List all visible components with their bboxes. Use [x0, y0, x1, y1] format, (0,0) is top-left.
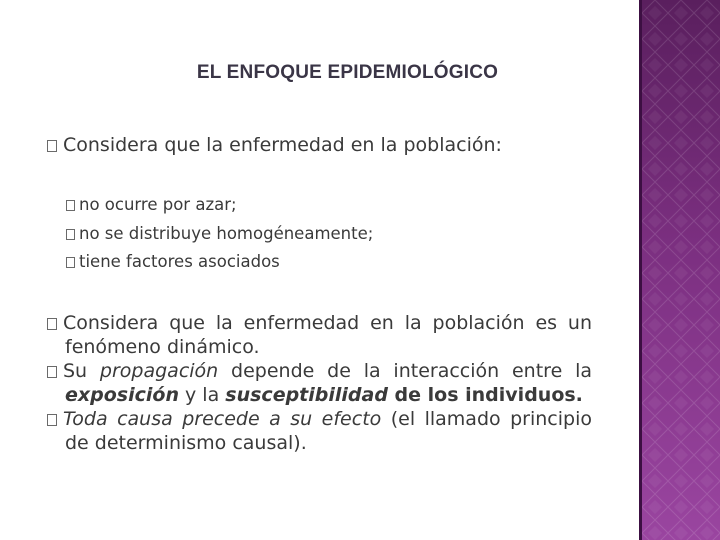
bullet-considera-1	[47, 133, 592, 157]
decorative-side-panel	[642, 0, 720, 540]
bullet-propagacion: Su propagación depende de la interacción entre la exposición y la susceptibilidad de los individuos.	[47, 359, 592, 407]
bullet-square-icon	[47, 414, 57, 426]
bullet-causa: Toda causa precede a su efecto (el llamado principio de determinismo causal).	[47, 407, 592, 455]
sub-list	[66, 191, 566, 277]
bullet-square-icon	[66, 229, 75, 240]
sub-item: no se distribuye homogéneamente;	[66, 220, 566, 249]
bullet-square-icon	[66, 257, 75, 268]
bullet-group-2	[47, 311, 592, 455]
bullet-considera-2: Considera que la enfermedad en la población es un fenómeno dinámico.	[47, 311, 592, 359]
sub-item: no ocurre por azar;	[66, 191, 566, 220]
bullet-square-icon	[47, 140, 57, 152]
diamond-pattern-icon	[642, 0, 720, 540]
bullet-square-icon	[47, 318, 57, 330]
bullet-square-icon	[66, 200, 75, 211]
bullet-text: Considera que la enfermedad en la población:	[63, 134, 502, 156]
slide-title: EL ENFOQUE EPIDEMIOLÓGICO	[196, 62, 499, 83]
sub-item: tiene factores asociados	[66, 248, 566, 277]
bullet-square-icon	[47, 366, 57, 378]
